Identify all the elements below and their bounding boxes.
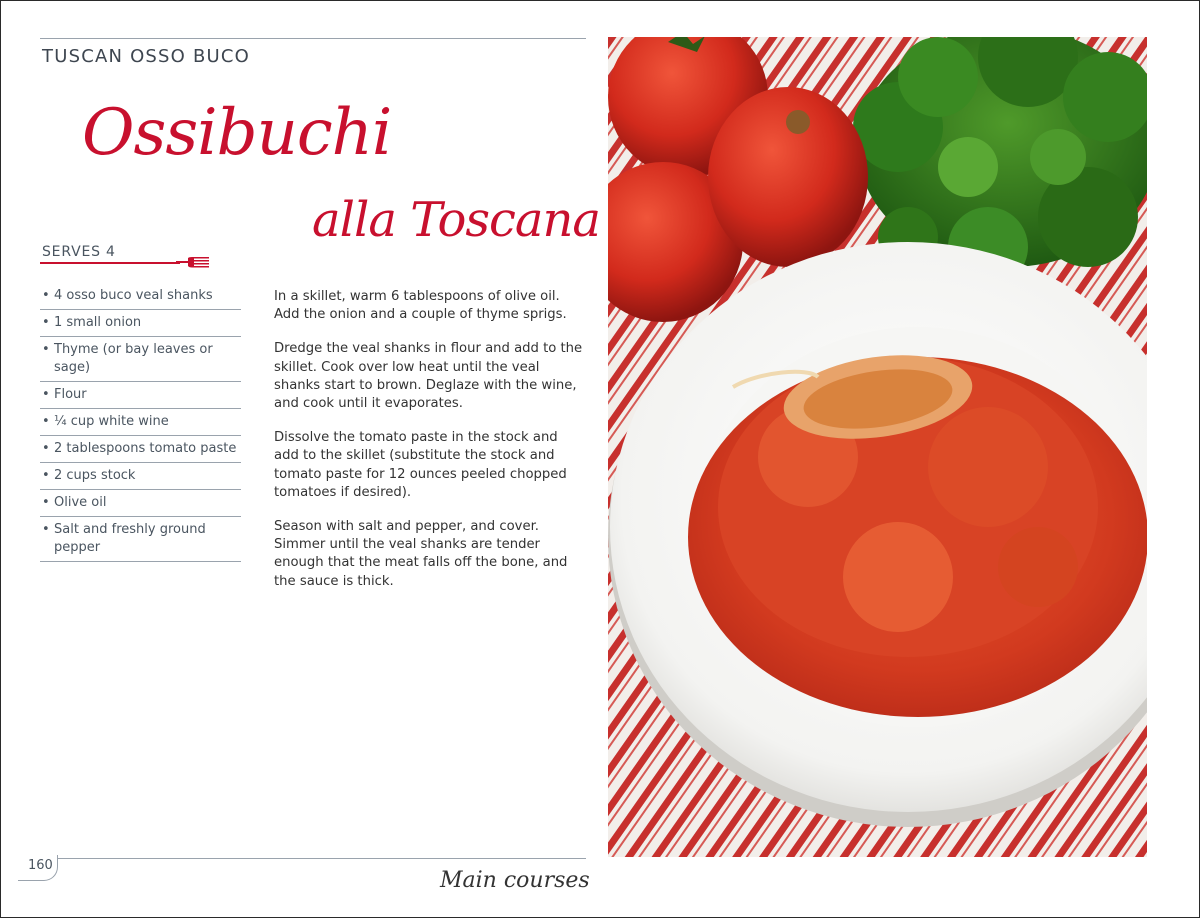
header-rule bbox=[40, 38, 586, 39]
bullet-icon: • bbox=[42, 387, 50, 402]
recipe-title-line2: alla Toscana bbox=[312, 192, 601, 248]
ingredient-item bbox=[40, 337, 241, 382]
page-number: 160 bbox=[28, 858, 53, 873]
ingredient-text: ¼ cup white wine bbox=[54, 414, 169, 429]
method-step: In a skillet, warm 6 tablespoons of olive oil. Add the onion and a couple of thyme sprigs. bbox=[274, 289, 567, 323]
bullet-icon: • bbox=[42, 522, 50, 537]
footer-section-title: Main courses bbox=[440, 868, 590, 893]
fork-icon bbox=[176, 253, 210, 271]
footer-rule bbox=[58, 858, 586, 859]
method-step: Season with salt and pepper, and cover. Simmer until the veal shanks are tender enough that the meat falls off the bone, and the sauce is thick. bbox=[274, 519, 568, 589]
ingredient-item bbox=[40, 490, 241, 517]
ingredient-text: Salt and freshly ground pepper bbox=[54, 522, 206, 555]
method-step: Dissolve the tomato paste in the stock and add to the skillet (substitute the stock and tomato paste for 12 ounces peeled chopped tomatoes if desired). bbox=[274, 430, 567, 500]
method-step: Dredge the veal shanks in flour and add to the skillet. Cook over low heat until the veal shanks start to brown. Deglaze with the wine, and cook until it evaporates. bbox=[274, 341, 583, 412]
ingredient-text: 1 small onion bbox=[54, 315, 142, 330]
ingredient-text: 4 osso buco veal shanks bbox=[54, 288, 213, 303]
recipe-title-line1: Ossibuchi bbox=[82, 96, 392, 170]
serves-label: SERVES 4 bbox=[42, 244, 116, 260]
ingredient-item bbox=[40, 436, 241, 463]
bullet-icon: • bbox=[42, 441, 50, 456]
ingredient-item bbox=[40, 382, 241, 409]
method-text bbox=[274, 288, 586, 607]
ingredient-text: 2 tablespoons tomato paste bbox=[54, 441, 237, 456]
ingredient-text: Flour bbox=[54, 387, 87, 402]
bullet-icon: • bbox=[42, 414, 50, 429]
bullet-icon: • bbox=[42, 495, 50, 510]
ingredient-item bbox=[40, 463, 241, 490]
serves-rule bbox=[40, 262, 180, 264]
ingredient-item bbox=[40, 517, 241, 562]
bullet-icon: • bbox=[42, 342, 50, 357]
ingredient-text: 2 cups stock bbox=[54, 468, 136, 483]
ingredient-text: Olive oil bbox=[54, 495, 107, 510]
ingredient-item bbox=[40, 310, 241, 337]
ingredient-item bbox=[40, 283, 241, 310]
bullet-icon: • bbox=[42, 288, 50, 303]
ingredient-item bbox=[40, 409, 241, 436]
bullet-icon: • bbox=[42, 315, 50, 330]
bullet-icon: • bbox=[42, 468, 50, 483]
dish-photo bbox=[608, 37, 1147, 857]
ingredient-text: Thyme (or bay leaves or sage) bbox=[54, 342, 213, 375]
section-title: TUSCAN OSSO BUCO bbox=[42, 46, 251, 67]
ingredients-list bbox=[40, 283, 241, 562]
